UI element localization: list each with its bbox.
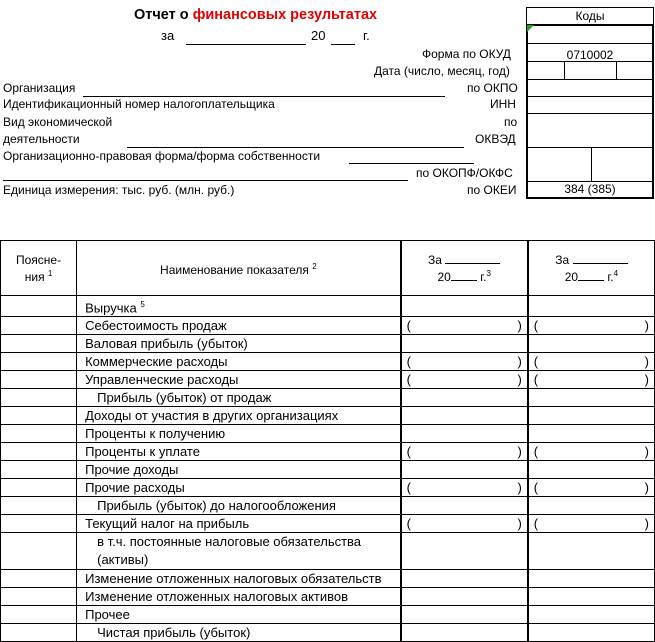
table-row	[1, 606, 655, 624]
current-year-value[interactable]	[401, 389, 528, 407]
current-year-value[interactable]	[401, 497, 528, 515]
col2-text: Наименование показателя	[160, 262, 309, 277]
table-row	[1, 371, 655, 389]
parentheses-field	[529, 317, 654, 334]
paren-open: (	[533, 354, 539, 370]
parentheses-field	[529, 479, 654, 496]
notes-cell[interactable]	[1, 533, 77, 570]
notes-cell[interactable]	[1, 515, 77, 533]
paren-close: )	[644, 372, 649, 388]
period-line[interactable]	[186, 44, 306, 45]
notes-cell[interactable]	[1, 461, 77, 479]
activity-label2: деятельности	[3, 132, 80, 146]
activity-field[interactable]	[127, 147, 464, 148]
prev-year-value[interactable]	[528, 479, 655, 497]
okpo-label: по ОКПО	[467, 81, 518, 95]
indicator-name	[77, 425, 401, 443]
current-year-value[interactable]	[401, 317, 528, 335]
prev-year-value[interactable]	[528, 335, 655, 353]
table-row	[1, 461, 655, 479]
prev-year-value[interactable]	[528, 296, 655, 317]
current-year-value[interactable]	[401, 515, 528, 533]
indicator-text: Коммерческие расходы	[85, 354, 228, 370]
okud-cell[interactable]	[527, 42, 651, 60]
col4-year: 20	[564, 269, 579, 284]
legal-field-2[interactable]	[3, 180, 408, 181]
table-row	[1, 497, 655, 515]
notes-cell[interactable]	[1, 407, 77, 425]
col-current-year-header	[401, 241, 528, 296]
indicator-text: Прочие доходы	[85, 462, 179, 478]
indicator-name	[77, 443, 401, 461]
prev-year-value[interactable]	[528, 497, 655, 515]
activity-po: по	[504, 115, 518, 129]
period-year-prefix: 20	[311, 28, 326, 43]
indicator-text: Проценты к получению	[85, 426, 226, 442]
indicator-text: в т.ч. постоянные налоговые обязательства	[97, 534, 362, 550]
current-year-value[interactable]	[401, 371, 528, 389]
indicator-text: Себестоимость продаж	[85, 318, 227, 334]
current-year-value[interactable]	[401, 335, 528, 353]
current-year-value[interactable]	[401, 425, 528, 443]
indicator-name	[77, 606, 401, 624]
org-label: Организация	[3, 81, 76, 95]
paren-open: (	[406, 444, 411, 460]
okei-value: 384 (385)	[564, 182, 616, 196]
paren-close: )	[644, 354, 649, 370]
parentheses-field	[402, 371, 527, 388]
financial-results-table	[0, 240, 655, 642]
col4-g: г.	[607, 269, 614, 284]
prev-year-value[interactable]	[528, 317, 655, 335]
notes-cell[interactable]	[1, 570, 77, 588]
prev-year-value[interactable]	[528, 570, 655, 588]
table-row	[1, 624, 655, 642]
col2-sup: 2	[312, 261, 317, 271]
paren-open: (	[406, 480, 411, 496]
prev-year-value[interactable]	[528, 515, 655, 533]
indicator-name	[77, 497, 401, 515]
title-part1: Отчет о	[134, 7, 193, 23]
prev-year-value[interactable]	[528, 407, 655, 425]
paren-close: )	[517, 444, 522, 460]
report-title	[134, 7, 377, 23]
notes-cell[interactable]	[1, 425, 77, 443]
current-year-value[interactable]	[401, 461, 528, 479]
indicator-name	[77, 317, 401, 335]
col3-g: г.	[480, 269, 487, 284]
indicator-name	[77, 371, 401, 389]
title-part2: финансовых результатах	[192, 7, 378, 23]
parentheses-field	[402, 317, 527, 334]
prev-year-value[interactable]	[528, 461, 655, 479]
okopf-label: по ОКОПФ/ОКФС	[416, 166, 513, 180]
col-prev-year-header	[528, 241, 655, 296]
table-row	[1, 570, 655, 588]
notes-cell[interactable]	[1, 296, 77, 317]
okei-label: по ОКЕИ	[467, 183, 517, 197]
paren-close: )	[517, 480, 522, 496]
notes-cell[interactable]	[1, 389, 77, 407]
indicator-text: Чистая прибыль (убыток)	[97, 625, 251, 641]
indicator-text: Валовая прибыль (убыток)	[85, 336, 248, 352]
notes-cell[interactable]	[1, 335, 77, 353]
current-year-value[interactable]	[401, 606, 528, 624]
table-row	[1, 533, 655, 570]
col3-year: 20	[437, 269, 451, 284]
current-year-value[interactable]	[401, 533, 528, 570]
table-row	[1, 588, 655, 606]
unit-label: Единица измерения: тыс. руб. (млн. руб.)	[3, 183, 235, 197]
period-year-suffix: г.	[363, 28, 370, 43]
indicator-text: Текущий налог на прибыль	[85, 516, 250, 532]
parentheses-field	[529, 353, 654, 370]
indicator-name	[77, 407, 401, 425]
indicator-text: Прочие расходы	[85, 480, 185, 496]
table-row	[1, 389, 655, 407]
indicator-text: Изменение отложенных налоговых обязательств	[85, 571, 382, 587]
col1-a: Поясне-	[16, 252, 62, 267]
table-row	[1, 425, 655, 443]
col-name-header	[77, 241, 401, 296]
current-year-value[interactable]	[401, 588, 528, 606]
legal-label: Организационно-правовая форма/форма собственности	[3, 149, 321, 163]
prev-year-value[interactable]	[528, 443, 655, 461]
paren-open: (	[406, 372, 411, 388]
paren-close: )	[517, 372, 522, 388]
activity-label1: Вид экономической	[3, 115, 113, 129]
current-year-value[interactable]	[401, 570, 528, 588]
indicator-text: Изменение отложенных налоговых активов	[85, 589, 349, 605]
col3-za: За	[428, 252, 442, 267]
col3-sup: 3	[486, 268, 491, 278]
paren-open: (	[533, 372, 539, 388]
notes-cell[interactable]	[1, 497, 77, 515]
paren-close: )	[644, 444, 649, 460]
prev-year-value[interactable]	[528, 353, 655, 371]
paren-open: (	[533, 444, 539, 460]
parentheses-field	[402, 443, 527, 460]
year-line[interactable]	[331, 44, 355, 45]
table-header-row	[1, 241, 655, 296]
notes-cell[interactable]	[1, 479, 77, 497]
parentheses-field	[529, 515, 654, 532]
table-row	[1, 353, 655, 371]
table-row	[1, 515, 655, 533]
table-body	[1, 296, 655, 642]
indicator-text: Проценты к уплате	[85, 444, 200, 460]
okved-label: ОКВЭД	[475, 132, 516, 146]
table-row	[1, 335, 655, 353]
legal-field-1[interactable]	[349, 163, 474, 164]
notes-cell[interactable]	[1, 353, 77, 371]
paren-open: (	[406, 516, 411, 532]
col1-sup: 1	[47, 268, 53, 278]
okud-label: Форма по ОКУД	[422, 47, 511, 61]
indicator-text-2: (активы)	[97, 552, 149, 568]
table-row	[1, 443, 655, 461]
indicator-name	[77, 389, 401, 407]
notes-cell[interactable]	[1, 588, 77, 606]
notes-cell[interactable]	[1, 443, 77, 461]
table-row	[1, 317, 655, 335]
paren-close: )	[517, 354, 522, 370]
current-year-value[interactable]	[401, 353, 528, 371]
notes-cell[interactable]	[1, 624, 77, 642]
indicator-name	[77, 296, 401, 317]
indicator-name	[77, 624, 401, 642]
indicator-name	[77, 353, 401, 371]
col-notes-header	[1, 241, 77, 296]
inn-label: Идентификационный номер налогоплательщика	[3, 97, 275, 111]
current-year-value[interactable]	[401, 296, 528, 317]
current-year-value[interactable]	[401, 443, 528, 461]
parentheses-field	[402, 515, 527, 532]
indicator-name	[77, 533, 401, 570]
parentheses-field	[529, 443, 654, 460]
indicator-name	[77, 588, 401, 606]
table-row	[1, 407, 655, 425]
indicator-text: Прочее	[85, 607, 130, 623]
table-row	[1, 296, 655, 317]
okud-value: 0710002	[566, 48, 614, 62]
prev-year-value[interactable]	[528, 624, 655, 642]
table-row	[1, 479, 655, 497]
period-za: за	[161, 28, 175, 43]
indicator-text: Прибыль (убыток) до налогообложения	[97, 498, 336, 514]
notes-cell[interactable]	[1, 371, 77, 389]
indicator-text: Выручка	[85, 300, 137, 316]
parentheses-field	[529, 371, 654, 388]
indicator-name	[77, 570, 401, 588]
indicator-text: Прибыль (убыток) от продаж	[97, 390, 272, 406]
parentheses-field	[402, 479, 527, 496]
indicator-name	[77, 461, 401, 479]
date-label: Дата (число, месяц, год)	[374, 64, 510, 78]
paren-open: (	[406, 318, 411, 334]
paren-close: )	[644, 480, 649, 496]
notes-cell[interactable]	[1, 317, 77, 335]
indicator-text: Управленческие расходы	[85, 372, 239, 388]
col4-za: За	[555, 252, 570, 267]
paren-close: )	[517, 318, 522, 334]
indicator-name	[77, 335, 401, 353]
green-corner-icon	[527, 25, 534, 32]
indicator-text: Доходы от участия в других организациях	[85, 408, 339, 424]
inn-code: ИНН	[490, 97, 516, 111]
current-year-value[interactable]	[401, 624, 528, 642]
paren-close: )	[517, 516, 522, 532]
paren-close: )	[644, 516, 649, 532]
current-year-value[interactable]	[401, 407, 528, 425]
notes-cell[interactable]	[1, 606, 77, 624]
indicator-sup: 5	[140, 300, 145, 309]
paren-open: (	[533, 516, 539, 532]
prev-year-value[interactable]	[528, 606, 655, 624]
indicator-name	[77, 515, 401, 533]
codes-header: Коды	[526, 7, 654, 25]
prev-year-value[interactable]	[528, 371, 655, 389]
prev-year-value[interactable]	[528, 533, 655, 570]
paren-close: )	[644, 318, 649, 334]
prev-year-value[interactable]	[528, 425, 655, 443]
prev-year-value[interactable]	[528, 389, 655, 407]
prev-year-value[interactable]	[528, 588, 655, 606]
paren-open: (	[406, 354, 411, 370]
paren-open: (	[533, 480, 539, 496]
current-year-value[interactable]	[401, 479, 528, 497]
col1-b: ния	[24, 269, 45, 284]
indicator-name	[77, 479, 401, 497]
parentheses-field	[402, 353, 527, 370]
paren-open: (	[533, 318, 539, 334]
col4-sup: 4	[613, 268, 619, 278]
